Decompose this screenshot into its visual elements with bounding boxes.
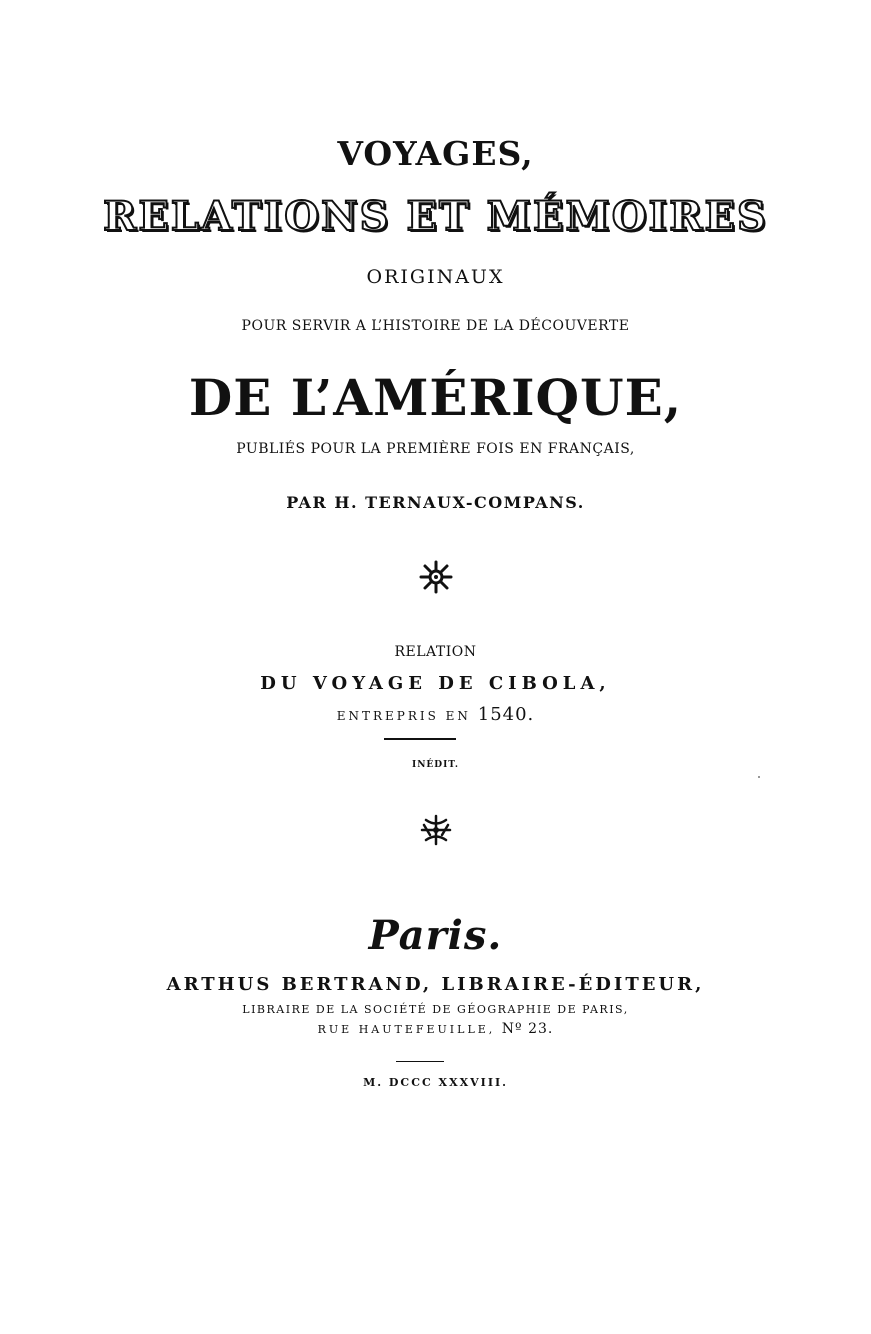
imprint-city: Paris. <box>368 912 503 959</box>
imprint-address <box>0 1021 871 1037</box>
subtitle-purpose: POUR SERVIR A L’HISTOIRE DE LA DÉCOUVERTE <box>241 318 630 334</box>
imprint-publisher-role: LIBRAIRE DE LA SOCIÉTÉ DE GÉOGRAPHIE DE PARIS, <box>242 1003 629 1016</box>
imprint-date: M. DCCC XXXVIII. <box>363 1076 508 1089</box>
imprint-address-text: RUE HAUTEFEUILLE, <box>317 1023 496 1036</box>
imprint-address-number: Nº 23. <box>501 1021 554 1037</box>
subtitle-publies: PUBLIÉS POUR LA PREMIÈRE FOIS EN FRANÇAIS, <box>236 441 635 457</box>
relation-title: DU VOYAGE DE CIBOLA, <box>260 673 611 694</box>
divider-rule <box>396 1061 444 1062</box>
title-relations-memoires: RELATIONS ET MÉMOIRES <box>103 193 768 240</box>
relation-subtitle <box>0 704 871 725</box>
author-line: PAR H. TERNAUX-COMPANS. <box>286 493 585 512</box>
title-originaux: ORIGINAUX <box>366 266 505 288</box>
title-amerique: DE L’AMÉRIQUE, <box>188 368 683 427</box>
relation-heading: RELATION <box>394 644 477 660</box>
inedit-note: INÉDIT. <box>412 760 459 770</box>
paper-speck <box>758 776 760 778</box>
title-voyages: VOYAGES, <box>337 134 534 173</box>
relation-subtitle-text: ENTREPRIS EN <box>336 709 471 723</box>
divider-rule <box>384 738 456 740</box>
ornament-icon <box>0 813 871 851</box>
imprint-publisher: ARTHUS BERTRAND, LIBRAIRE-ÉDITEUR, <box>166 974 705 995</box>
ornament-icon <box>0 560 871 598</box>
relation-year: 1540. <box>477 704 535 725</box>
